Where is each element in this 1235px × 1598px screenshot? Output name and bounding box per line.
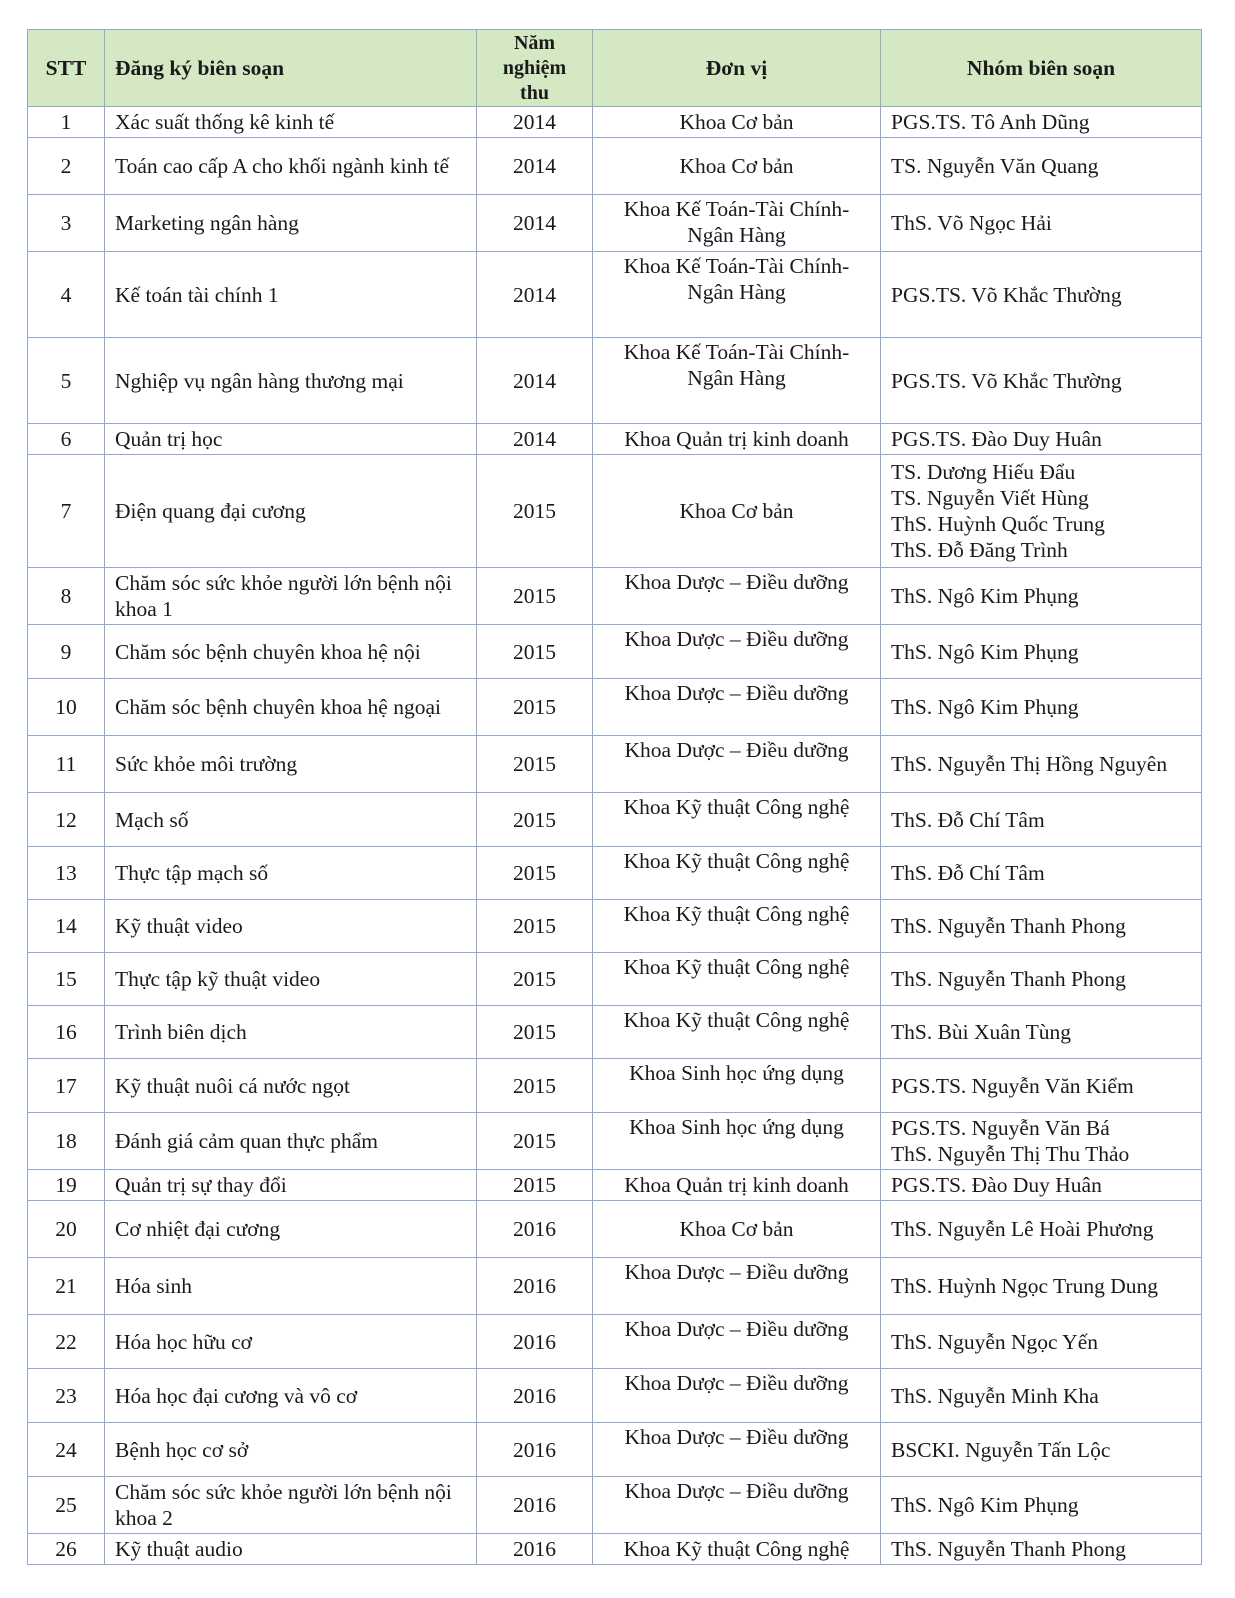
- row-name: Chăm sóc sức khỏe người lớn bệnh nội khoa 1: [105, 568, 477, 625]
- row-stt: 5: [28, 338, 105, 424]
- row-name: Thực tập kỹ thuật video: [105, 953, 477, 1006]
- table-row: [28, 1113, 1202, 1170]
- row-stt: 9: [28, 625, 105, 679]
- row-unit: Khoa Dược – Điều dưỡng: [593, 1315, 881, 1369]
- row-stt: 12: [28, 793, 105, 847]
- row-group-member: ThS. Huỳnh Ngọc Trung Dung: [891, 1274, 1158, 1298]
- row-name: Điện quang đại cương: [105, 455, 477, 568]
- row-stt: 15: [28, 953, 105, 1006]
- row-unit: Khoa Kỹ thuật Công nghệ: [593, 900, 881, 953]
- row-group: [881, 1006, 1202, 1059]
- table-row: [28, 568, 1202, 625]
- table-row: [28, 900, 1202, 953]
- row-name: Chăm sóc bệnh chuyên khoa hệ ngoại: [105, 679, 477, 736]
- row-name: Marketing ngân hàng: [105, 195, 477, 252]
- row-group: [881, 1113, 1202, 1170]
- row-group: [881, 195, 1202, 252]
- row-year: 2015: [477, 568, 593, 625]
- row-year: 2015: [477, 953, 593, 1006]
- table-row: [28, 625, 1202, 679]
- row-year: 2016: [477, 1423, 593, 1477]
- row-unit: Khoa Dược – Điều dưỡng: [593, 1258, 881, 1315]
- table-row: [28, 455, 1202, 568]
- row-unit: Khoa Sinh học ứng dụng: [593, 1059, 881, 1113]
- row-name: Hóa sinh: [105, 1258, 477, 1315]
- row-year: 2014: [477, 424, 593, 455]
- row-stt: 19: [28, 1170, 105, 1201]
- row-year: 2016: [477, 1201, 593, 1258]
- row-group-member: PGS.TS. Đào Duy Huân: [891, 427, 1102, 451]
- row-group-member: ThS. Đỗ Chí Tâm: [891, 861, 1045, 885]
- table-row: [28, 1534, 1202, 1565]
- row-name: Quản trị sự thay đổi: [105, 1170, 477, 1201]
- row-group: [881, 1534, 1202, 1565]
- row-stt: 17: [28, 1059, 105, 1113]
- row-group-member: ThS. Nguyễn Ngọc Yến: [891, 1329, 1099, 1354]
- row-group: [881, 424, 1202, 455]
- table-row: [28, 679, 1202, 736]
- row-group-member: ThS. Ngô Kim Phụng: [891, 584, 1079, 608]
- table-row: [28, 252, 1202, 338]
- row-group: [881, 1423, 1202, 1477]
- row-unit: Khoa Kế Toán-Tài Chính-Ngân Hàng: [593, 195, 881, 252]
- row-unit: Khoa Kế Toán-Tài Chính-Ngân Hàng: [593, 252, 881, 338]
- row-name: Kỹ thuật nuôi cá nước ngọt: [105, 1059, 477, 1113]
- row-group: [881, 793, 1202, 847]
- row-group: [881, 736, 1202, 793]
- row-group: [881, 900, 1202, 953]
- row-year: 2015: [477, 679, 593, 736]
- table-row: [28, 1477, 1202, 1534]
- row-group-member: ThS. Huỳnh Quốc Trung: [891, 512, 1105, 536]
- header-row: [28, 30, 1202, 107]
- row-year: 2015: [477, 1006, 593, 1059]
- row-stt: 6: [28, 424, 105, 455]
- row-group: [881, 1170, 1202, 1201]
- table-row: [28, 424, 1202, 455]
- row-stt: 13: [28, 847, 105, 900]
- row-stt: 25: [28, 1477, 105, 1534]
- row-group-member: PGS.TS. Đào Duy Huân: [891, 1173, 1102, 1197]
- row-stt: 26: [28, 1534, 105, 1565]
- row-stt: 3: [28, 195, 105, 252]
- row-group: [881, 252, 1202, 338]
- row-group-member: PGS.TS. Nguyễn Văn Bá: [891, 1116, 1110, 1140]
- row-group: [881, 568, 1202, 625]
- row-group: [881, 1201, 1202, 1258]
- row-name: Trình biên dịch: [105, 1006, 477, 1059]
- row-year: 2014: [477, 338, 593, 424]
- row-group: [881, 1477, 1202, 1534]
- row-stt: 22: [28, 1315, 105, 1369]
- row-unit: Khoa Dược – Điều dưỡng: [593, 1423, 881, 1477]
- row-group: [881, 953, 1202, 1006]
- header-group: Nhóm biên soạn: [881, 30, 1202, 107]
- row-group: [881, 847, 1202, 900]
- row-group-member: ThS. Đỗ Đăng Trình: [891, 538, 1068, 562]
- row-group: [881, 338, 1202, 424]
- row-group-member: PGS.TS. Võ Khắc Thường: [891, 282, 1122, 307]
- table-row: [28, 138, 1202, 195]
- row-name: Bệnh học cơ sở: [105, 1423, 477, 1477]
- row-group-member: ThS. Đỗ Chí Tâm: [891, 807, 1045, 832]
- row-unit: Khoa Cơ bản: [593, 138, 881, 195]
- row-unit: Khoa Sinh học ứng dụng: [593, 1113, 881, 1170]
- row-group: [881, 138, 1202, 195]
- row-unit: Khoa Dược – Điều dưỡng: [593, 679, 881, 736]
- row-group-member: ThS. Nguyễn Lê Hoài Phương: [891, 1217, 1154, 1241]
- row-group: [881, 1258, 1202, 1315]
- row-name: Đánh giá cảm quan thực phẩm: [105, 1113, 477, 1170]
- table-body: [28, 107, 1202, 1565]
- row-year: 2015: [477, 793, 593, 847]
- row-year: 2015: [477, 736, 593, 793]
- row-group: [881, 625, 1202, 679]
- row-name: Kỹ thuật audio: [105, 1534, 477, 1565]
- row-name: Kế toán tài chính 1: [105, 252, 477, 338]
- row-unit: Khoa Kỹ thuật Công nghệ: [593, 1006, 881, 1059]
- row-name: Chăm sóc sức khỏe người lớn bệnh nội khoa 2: [105, 1477, 477, 1534]
- row-group-member: ThS. Nguyễn Thị Hồng Nguyên: [891, 752, 1168, 776]
- row-name: Mạch số: [105, 793, 477, 847]
- table-row: [28, 847, 1202, 900]
- row-group-member: PGS.TS. Võ Khắc Thường: [891, 368, 1122, 393]
- row-unit: Khoa Quản trị kinh doanh: [593, 424, 881, 455]
- row-stt: 11: [28, 736, 105, 793]
- row-year: 2015: [477, 1170, 593, 1201]
- row-name: Kỹ thuật video: [105, 900, 477, 953]
- row-stt: 21: [28, 1258, 105, 1315]
- row-unit: Khoa Cơ bản: [593, 1201, 881, 1258]
- row-year: 2014: [477, 138, 593, 195]
- row-group-member: ThS. Nguyễn Thanh Phong: [891, 1537, 1126, 1561]
- row-unit: Khoa Dược – Điều dưỡng: [593, 568, 881, 625]
- table-row: [28, 1258, 1202, 1315]
- row-group-member: ThS. Nguyễn Minh Kha: [891, 1383, 1099, 1408]
- row-stt: 18: [28, 1113, 105, 1170]
- row-name: Toán cao cấp A cho khối ngành kinh tế: [105, 138, 477, 195]
- row-name: Hóa học đại cương và vô cơ: [105, 1369, 477, 1423]
- row-name: Xác suất thống kê kinh tế: [105, 107, 477, 138]
- row-unit: Khoa Kế Toán-Tài Chính-Ngân Hàng: [593, 338, 881, 424]
- header-unit: Đơn vị: [593, 30, 881, 107]
- header-stt: STT: [28, 30, 105, 107]
- row-group-member: ThS. Võ Ngọc Hải: [891, 211, 1052, 235]
- row-stt: 23: [28, 1369, 105, 1423]
- row-name: Cơ nhiệt đại cương: [105, 1201, 477, 1258]
- table-row: [28, 338, 1202, 424]
- curriculum-table: [27, 29, 1202, 1565]
- row-unit: Khoa Kỹ thuật Công nghệ: [593, 793, 881, 847]
- row-stt: 7: [28, 455, 105, 568]
- row-name: Hóa học hữu cơ: [105, 1315, 477, 1369]
- row-unit: Khoa Kỹ thuật Công nghệ: [593, 953, 881, 1006]
- row-group-member: TS. Nguyễn Viết Hùng: [891, 486, 1089, 510]
- table-row: [28, 1423, 1202, 1477]
- row-stt: 4: [28, 252, 105, 338]
- header-name: Đăng ký biên soạn: [105, 30, 477, 107]
- row-unit: Khoa Kỹ thuật Công nghệ: [593, 1534, 881, 1565]
- row-year: 2014: [477, 252, 593, 338]
- table-row: [28, 793, 1202, 847]
- row-group-member: ThS. Nguyễn Thanh Phong: [891, 967, 1126, 991]
- row-stt: 24: [28, 1423, 105, 1477]
- row-stt: 10: [28, 679, 105, 736]
- row-stt: 20: [28, 1201, 105, 1258]
- row-group-member: PGS.TS. Nguyễn Văn Kiểm: [891, 1073, 1134, 1098]
- header-year-line: nghiệm: [502, 56, 567, 79]
- row-group: [881, 1369, 1202, 1423]
- row-group-member: TS. Nguyễn Văn Quang: [891, 154, 1099, 178]
- row-year: 2014: [477, 107, 593, 138]
- table-row: [28, 107, 1202, 138]
- table-row: [28, 1369, 1202, 1423]
- row-year: 2016: [477, 1315, 593, 1369]
- table-row: [28, 195, 1202, 252]
- row-group-member: BSCKI. Nguyễn Tấn Lộc: [891, 1437, 1111, 1462]
- row-name: Nghiệp vụ ngân hàng thương mại: [105, 338, 477, 424]
- row-name: Chăm sóc bệnh chuyên khoa hệ nội: [105, 625, 477, 679]
- row-year: 2016: [477, 1369, 593, 1423]
- row-year: 2015: [477, 1113, 593, 1170]
- row-group: [881, 1315, 1202, 1369]
- row-group: [881, 1059, 1202, 1113]
- table-row: [28, 1315, 1202, 1369]
- row-unit: Khoa Dược – Điều dưỡng: [593, 736, 881, 793]
- row-group: [881, 455, 1202, 568]
- row-group-member: ThS. Ngô Kim Phụng: [891, 695, 1079, 719]
- row-year: 2015: [477, 455, 593, 568]
- row-group-member: ThS. Ngô Kim Phụng: [891, 639, 1079, 664]
- row-year: 2015: [477, 900, 593, 953]
- row-group-member: ThS. Nguyễn Thị Thu Thảo: [891, 1142, 1130, 1166]
- header-year-line: thu: [520, 81, 549, 104]
- row-group: [881, 679, 1202, 736]
- row-year: 2014: [477, 195, 593, 252]
- row-year: 2016: [477, 1534, 593, 1565]
- table-row: [28, 1201, 1202, 1258]
- table-row: [28, 736, 1202, 793]
- row-name: Quản trị học: [105, 424, 477, 455]
- row-unit: Khoa Dược – Điều dưỡng: [593, 1477, 881, 1534]
- row-unit: Khoa Dược – Điều dưỡng: [593, 625, 881, 679]
- row-year: 2016: [477, 1258, 593, 1315]
- row-year: 2016: [477, 1477, 593, 1534]
- row-group: [881, 107, 1202, 138]
- row-group-member: ThS. Nguyễn Thanh Phong: [891, 914, 1126, 938]
- table-row: [28, 953, 1202, 1006]
- row-group-member: ThS. Bùi Xuân Tùng: [891, 1020, 1071, 1044]
- row-group-member: ThS. Ngô Kim Phụng: [891, 1493, 1079, 1517]
- table-row: [28, 1170, 1202, 1201]
- row-unit: Khoa Cơ bản: [593, 107, 881, 138]
- row-year: 2015: [477, 847, 593, 900]
- row-name: Sức khỏe môi trường: [105, 736, 477, 793]
- row-year: 2015: [477, 1059, 593, 1113]
- table-row: [28, 1006, 1202, 1059]
- row-unit: Khoa Quản trị kinh doanh: [593, 1170, 881, 1201]
- table-row: [28, 1059, 1202, 1113]
- row-stt: 8: [28, 568, 105, 625]
- row-name: Thực tập mạch số: [105, 847, 477, 900]
- header-year-line: Năm: [513, 31, 556, 54]
- row-unit: Khoa Cơ bản: [593, 455, 881, 568]
- row-unit: Khoa Dược – Điều dưỡng: [593, 1369, 881, 1423]
- row-unit: Khoa Kỹ thuật Công nghệ: [593, 847, 881, 900]
- header-year: [477, 30, 593, 107]
- row-stt: 1: [28, 107, 105, 138]
- row-group-member: TS. Dương Hiếu Đẩu: [891, 460, 1076, 484]
- row-year: 2015: [477, 625, 593, 679]
- row-stt: 2: [28, 138, 105, 195]
- row-group-member: PGS.TS. Tô Anh Dũng: [891, 110, 1090, 134]
- row-stt: 16: [28, 1006, 105, 1059]
- row-stt: 14: [28, 900, 105, 953]
